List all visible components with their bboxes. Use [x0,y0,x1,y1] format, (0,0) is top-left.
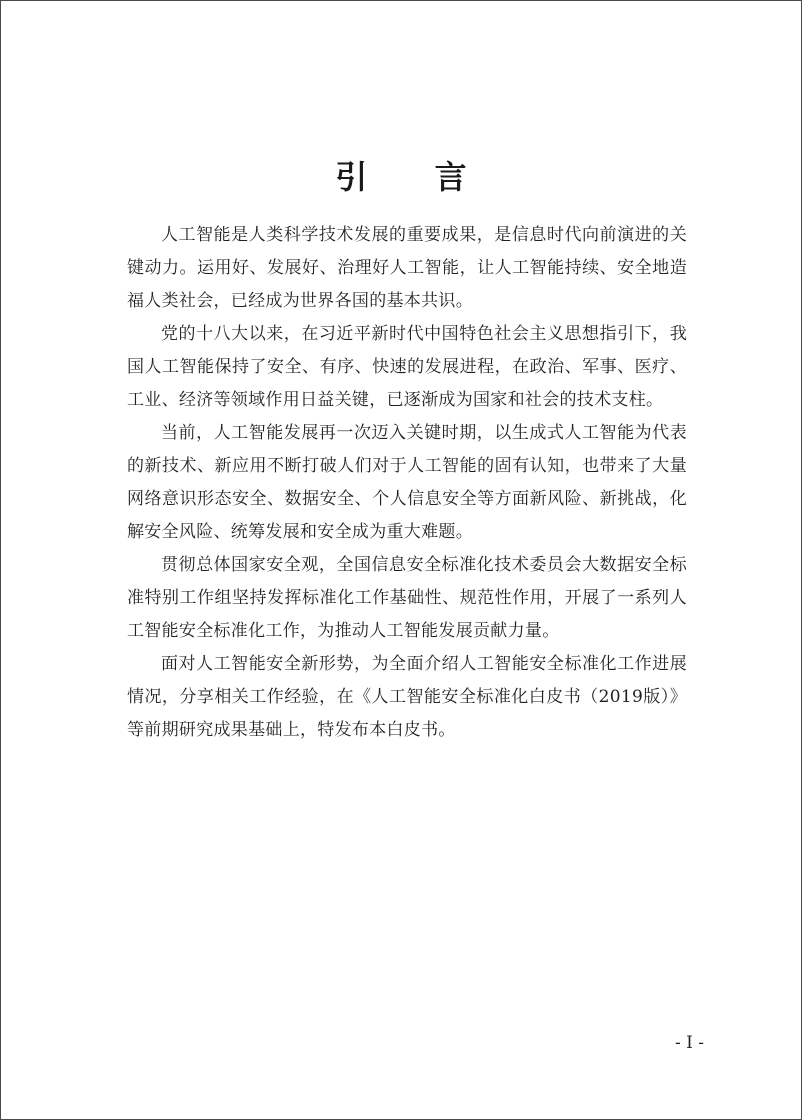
page-number: - I - [675,1033,705,1053]
page-title: 引 言 [335,158,495,196]
paragraph-5: 面对人工智能安全新形势，为全面介绍人工智能安全标准化工作进展情况，分享相关工作经验，在《人工智能安全标准化白皮书（2019版）》等前期研究成果基础上，特发布本白皮书。 [127,654,687,740]
paragraph-4: 贯彻总体国家安全观，全国信息安全标准化技术委员会大数据安全标准特别工作组坚持发挥标准化工作基础性、规范性作用，开展了一系列人工智能安全标准化工作，为推动人工智能发展贡献力量。 [127,555,687,641]
paragraph-1: 人工智能是人类科学技术发展的重要成果，是信息时代向前演进的关键动力。运用好、发展好、治理好人工智能，让人工智能持续、安全地造福人类社会，已经成为世界各国的基本共识。 [127,225,687,311]
paragraph-2: 党的十八大以来，在习近平新时代中国特色社会主义思想指引下，我国人工智能保持了安全、有序、快速的发展进程，在政治、军事、医疗、工业、经济等领域作用日益关键，已逐渐成为国家和社会的技术支柱。 [127,324,687,410]
body-text [127,219,687,747]
paragraph-3: 当前，人工智能发展再一次迈入关键时期，以生成式人工智能为代表的新技术、新应用不断打破人们对于人工智能的固有认知，也带来了大量网络意识形态安全、数据安全、个人信息安全等方面新风险、新挑战，化解安全风险、统筹发展和安全成为重大难题。 [127,423,687,542]
